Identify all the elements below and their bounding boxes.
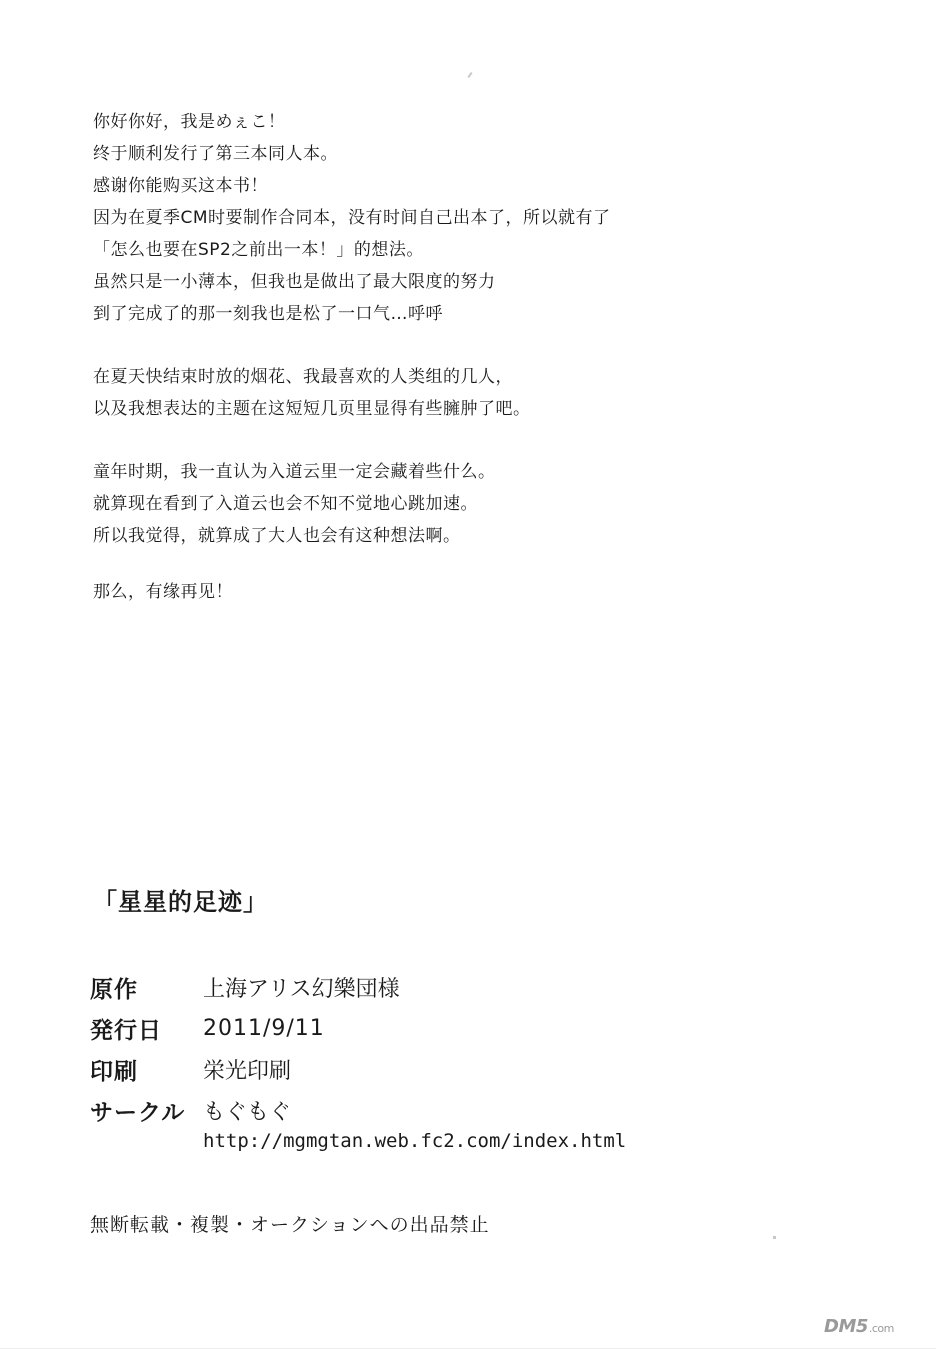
colophon-value: 2011/9/11 <box>203 1016 325 1041</box>
afterword-line: 你好你好，我是めぇこ！ <box>93 112 286 132</box>
afterword-paragraph-4 <box>93 576 893 608</box>
copyright-notice: 無断転載・複製・オークションへの出品禁止 <box>90 1214 490 1236</box>
afterword-text <box>93 106 893 608</box>
scan-speck <box>773 1236 776 1239</box>
afterword-line: 童年时期，我一直认为入道云里一定会藏着些什么。 <box>93 462 496 482</box>
afterword-line: 「怎么也要在SP2之前出一本！」的想法。 <box>93 240 424 260</box>
afterword-line: 在夏天快结束时放的烟花、我最喜欢的人类组的几人， <box>93 367 513 387</box>
colophon-value: 上海アリス幻樂団様 <box>203 977 400 1002</box>
afterword-paragraph-3 <box>93 456 893 552</box>
colophon-table <box>90 967 850 1131</box>
watermark-logo <box>824 1316 924 1338</box>
afterword-line: 那么，有缘再见！ <box>93 582 233 602</box>
colophon-row-original <box>90 967 850 1008</box>
colophon-row-printer <box>90 1049 850 1090</box>
scan-edge <box>0 1348 936 1349</box>
colophon-row-circle <box>90 1090 850 1131</box>
colophon-label: 発行日 <box>90 1018 162 1044</box>
afterword-line: 到了完成了的那一刻我也是松了一口气…呼呼 <box>93 304 443 324</box>
afterword-line: 终于顺利发行了第三本同人本。 <box>93 144 338 164</box>
afterword-line: 虽然只是一小薄本，但我也是做出了最大限度的努力 <box>93 272 496 292</box>
afterword-line: 感谢你能购买这本书！ <box>93 176 268 196</box>
afterword-paragraph-1 <box>93 106 893 330</box>
afterword-paragraph-2 <box>93 361 893 425</box>
colophon-label: サークル <box>90 1100 186 1126</box>
afterword-line: 以及我想表达的主题在这短短几页里显得有些臃肿了吧。 <box>93 399 531 419</box>
afterword-line: 所以我觉得，就算成了大人也会有这种想法啊。 <box>93 526 461 546</box>
watermark-suffix: .com <box>868 1322 894 1335</box>
colophon-value: もぐもぐ <box>203 1100 292 1125</box>
colophon-row-date <box>90 1008 850 1049</box>
colophon-value: 栄光印刷 <box>203 1059 292 1084</box>
scan-speck <box>467 72 472 78</box>
watermark-brand: DM5 <box>824 1316 868 1337</box>
book-title: 「星星的足迹」 <box>93 887 268 916</box>
afterword-line: 因为在夏季CM时要制作合同本，没有时间自己出本了，所以就有了 <box>93 208 611 228</box>
circle-url: http://mgmgtan.web.fc2.com/index.html <box>203 1130 627 1152</box>
afterword-line: 就算现在看到了入道云也会不知不觉地心跳加速。 <box>93 494 478 514</box>
colophon-label: 原作 <box>90 977 138 1003</box>
colophon-label: 印刷 <box>90 1059 138 1085</box>
